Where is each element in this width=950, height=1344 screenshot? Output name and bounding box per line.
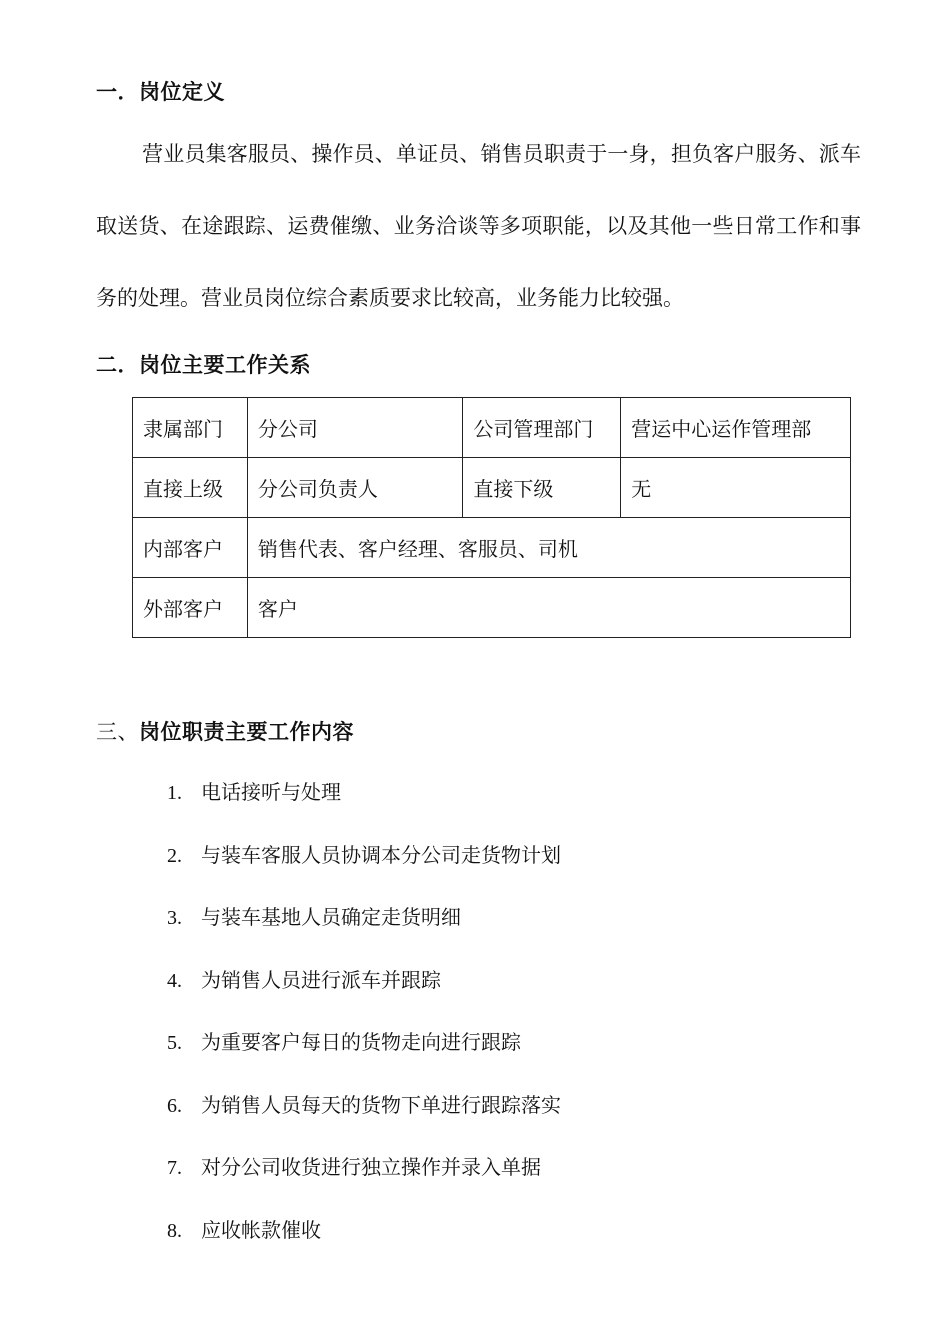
list-item	[167, 958, 561, 1021]
list-item-number: 5.	[167, 1032, 182, 1054]
list-item-text: 电话接听与处理	[201, 780, 341, 804]
list-item-number: 2.	[167, 844, 182, 867]
list-item-text: 与装车基地人员确定走货明细	[201, 905, 461, 929]
list-item-number: 3.	[167, 907, 182, 929]
list-item-text: 对分公司收货进行独立操作并录入单据	[201, 1155, 541, 1179]
list-item	[167, 1145, 561, 1208]
section-title-job-definition: 一．岗位定义	[96, 79, 225, 104]
table-row	[133, 578, 851, 638]
list-item	[167, 770, 561, 833]
section-title-duties-text: 岗位职责主要工作内容	[139, 719, 354, 744]
list-item-number: 8.	[167, 1219, 182, 1242]
table-cell-label: 直接上级	[133, 458, 248, 518]
table-cell-value: 分公司	[247, 398, 463, 458]
list-item	[167, 1208, 561, 1271]
list-item-number: 7.	[167, 1157, 182, 1179]
list-item-number: 4.	[167, 969, 182, 992]
table-row	[133, 458, 851, 518]
section-title-duties	[96, 716, 354, 746]
job-definition-text: 营业员集客服员、操作员、单证员、销售员职责于一身，担负客户服务、派车取送货、在途跟踪、运费催缴、业务洽谈等多项职能，以及其他一些日常工作和事务的处理。营业员岗位综合素质要求比较高，业务能力比较强。	[96, 142, 861, 310]
list-item-text: 为重要客户每日的货物走向进行跟踪	[201, 1030, 521, 1054]
list-item-number: 6.	[167, 1094, 182, 1117]
duties-list	[167, 770, 561, 1270]
list-item	[167, 895, 561, 958]
table-cell-value: 无	[621, 458, 851, 518]
list-item	[167, 1020, 561, 1083]
list-item-text: 为销售人员每天的货物下单进行跟踪落实	[201, 1092, 561, 1117]
table-cell-value: 分公司负责人	[247, 458, 463, 518]
list-item-text: 与装车客服人员协调本分公司走货物计划	[201, 842, 561, 867]
table-cell-label: 公司管理部门	[463, 398, 621, 458]
table-cell-value: 营运中心运作管理部	[621, 398, 851, 458]
work-relations-table	[132, 397, 851, 638]
list-item	[167, 1083, 561, 1146]
table-cell-label: 内部客户	[133, 518, 248, 578]
list-item-text: 应收帐款催收	[201, 1217, 321, 1242]
section-title-work-relations: 二．岗位主要工作关系	[96, 352, 311, 377]
table-cell-value: 销售代表、客户经理、客服员、司机	[247, 518, 850, 578]
table-cell-label: 直接下级	[463, 458, 621, 518]
table-row	[133, 518, 851, 578]
section-number-prefix: 三、	[96, 720, 139, 744]
table-row	[133, 398, 851, 458]
table-cell-label: 隶属部门	[133, 398, 248, 458]
table-cell-label: 外部客户	[133, 578, 248, 638]
list-item-text: 为销售人员进行派车并跟踪	[201, 967, 441, 992]
table-cell-value: 客户	[247, 578, 850, 638]
job-definition-paragraph	[96, 118, 861, 334]
list-item	[167, 833, 561, 896]
list-item-number: 1.	[167, 782, 182, 804]
